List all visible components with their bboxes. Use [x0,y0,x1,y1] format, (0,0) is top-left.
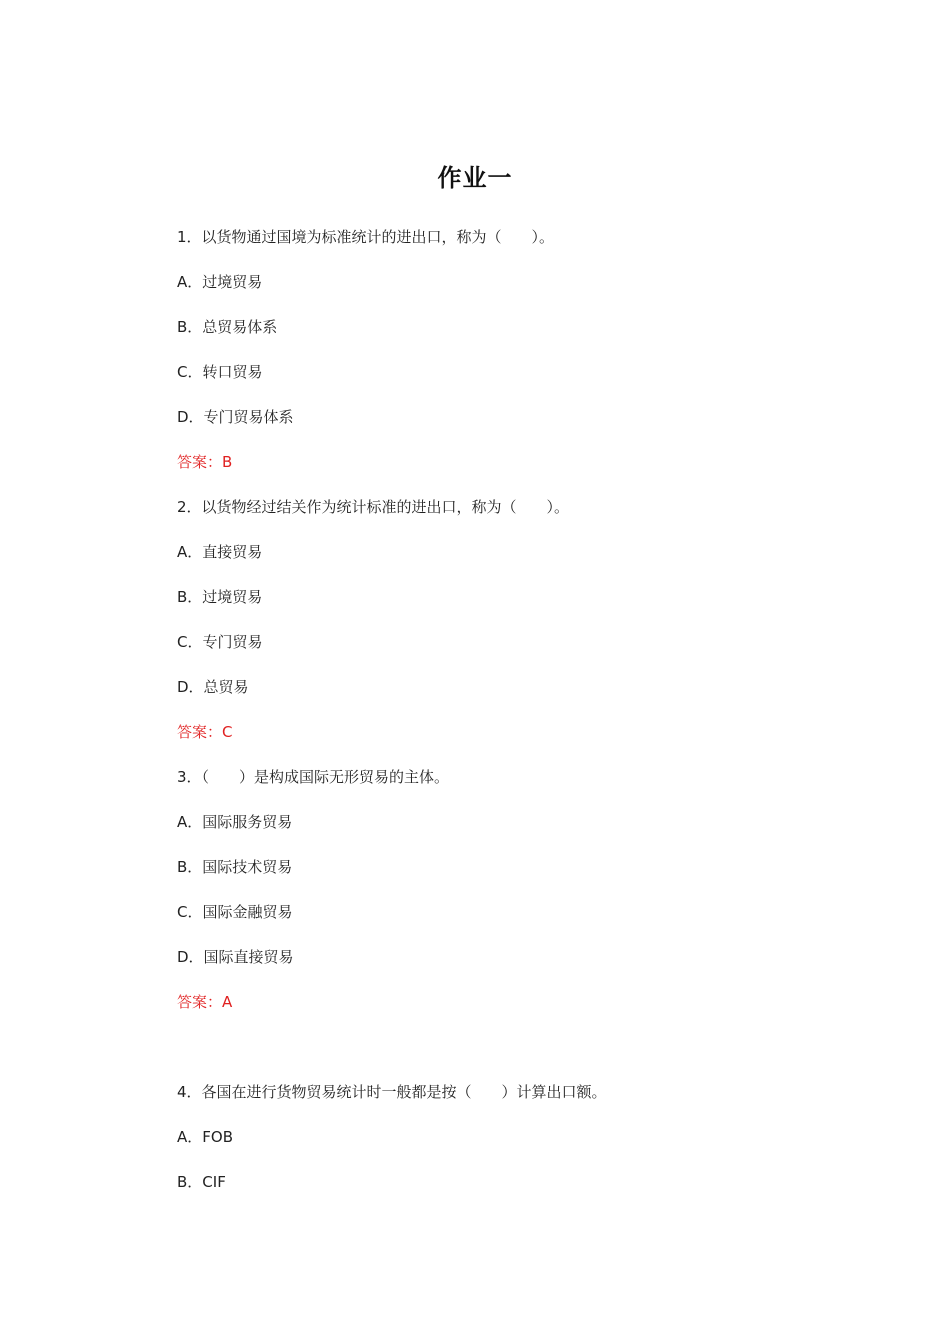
question-1-option-d: D．专门贸易体系 [177,408,294,426]
question-2-option-b: B．过境贸易 [177,588,263,606]
question-2-option-a: A．直接贸易 [177,543,263,561]
question-4-option-a: A．FOB [177,1128,233,1146]
question-1-option-a: A．过境贸易 [177,273,263,291]
question-4: 4．各国在进行货物贸易统计时一般都是按（ ）计算出口额。 [177,1083,607,1101]
question-1-option-b: B．总贸易体系 [177,318,278,336]
question-3-option-b: B．国际技术贸易 [177,858,293,876]
question-2-answer: 答案：C [177,723,233,741]
question-2-option-c: C．专门贸易 [177,633,263,651]
page-title: 作业一 [437,164,513,192]
question-1-answer: 答案：B [177,453,233,471]
question-2-option-d: D．总贸易 [177,678,249,696]
question-3: 3．（ ）是构成国际无形贸易的主体。 [177,768,450,786]
question-3-option-c: C．国际金融贸易 [177,903,293,921]
question-1: 1．以货物通过国境为标准统计的进出口，称为（ ）。 [177,228,555,246]
question-4-option-b: B．CIF [177,1173,226,1191]
question-2: 2．以货物经过结关作为统计标准的进出口，称为（ ）。 [177,498,570,516]
question-3-option-d: D．国际直接贸易 [177,948,294,966]
question-3-answer: 答案：A [177,993,233,1011]
question-3-option-a: A．国际服务贸易 [177,813,293,831]
question-1-option-c: C．转口贸易 [177,363,263,381]
